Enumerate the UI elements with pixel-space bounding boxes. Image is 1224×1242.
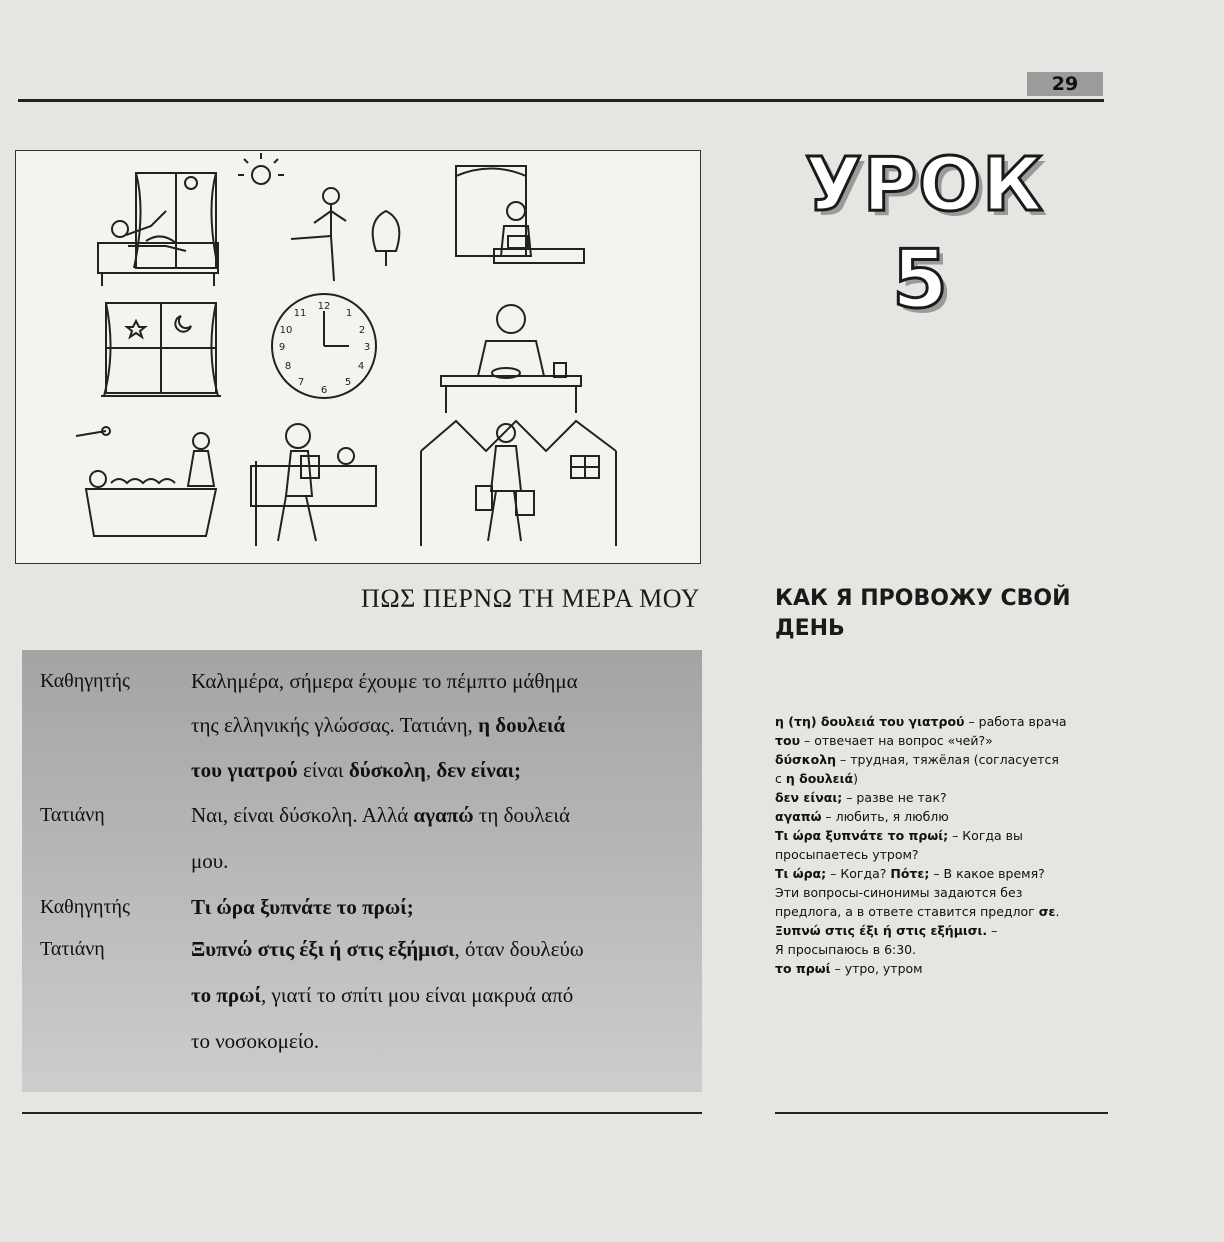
bold-term: Ξυπνώ στις έξι ή στις εξήμισι: [191, 937, 455, 961]
text-segment: – работа врача: [964, 714, 1067, 729]
clock-numeral: 4: [357, 361, 365, 372]
text-segment: Καλημέρα, σήμερα έχουμε το πέμπτο μάθημα: [191, 669, 578, 693]
text-segment: Эти вопросы-синонимы задаются без: [775, 885, 1023, 900]
bold-term: σε: [1038, 904, 1056, 919]
dialog-speaker: Τατιάνη: [40, 938, 105, 960]
bath-scene: [76, 427, 216, 536]
text-segment: с: [775, 771, 786, 786]
text-segment: Я просыпаюсь в 6:30.: [775, 942, 917, 957]
clock-numeral: 3: [363, 342, 371, 353]
clock-numeral: 11: [293, 308, 307, 319]
dialog-line: [191, 895, 414, 920]
text-segment: τη δουλειά: [473, 803, 571, 827]
footer-rule-right: [775, 1112, 1108, 1114]
clock-numeral: 9: [278, 342, 286, 353]
night-window-scene: [101, 303, 221, 396]
header-rule: [18, 99, 1104, 102]
bold-term: Ξυπνώ στις έξι ή στις εξήμισι.: [775, 923, 988, 938]
page-number: 29: [1027, 72, 1103, 96]
text-segment: ): [853, 771, 858, 786]
bold-term: Τι ώρα ξυπνάτε το πρωί;: [775, 828, 949, 843]
glossary-line: [775, 790, 947, 805]
text-segment: просыпаетесь утром?: [775, 847, 919, 862]
text-segment: – разве не так?: [842, 790, 947, 805]
clock-numeral: 7: [297, 377, 305, 388]
dialog-line: [191, 983, 573, 1008]
bold-term: του: [775, 733, 801, 748]
bold-term: του γιατρού: [191, 758, 298, 782]
glossary-line: [775, 771, 858, 786]
glossary-line: [775, 847, 919, 862]
glossary-line: [775, 961, 923, 976]
going-home-scene: [421, 421, 616, 546]
bold-term: Πότε;: [890, 866, 930, 881]
clock-numeral: 8: [284, 361, 292, 372]
dialog-line: [191, 849, 228, 874]
text-segment: Ναι, είναι δύσκολη. Αλλά: [191, 803, 414, 827]
text-segment: , όταν δουλεύω: [454, 937, 584, 961]
bold-term: το πρωί: [191, 983, 262, 1007]
bold-term: αγαπώ: [775, 809, 822, 824]
dialog-line: [191, 669, 578, 694]
text-segment: της ελληνικής γλώσσας. Τατιάνη,: [191, 713, 479, 737]
bold-term: δεν είναι;: [775, 790, 843, 805]
russian-lesson-title: [775, 584, 1110, 644]
dialog-line: [191, 713, 565, 738]
text-segment: – В какое время?: [929, 866, 1045, 881]
footer-rule-left: [22, 1112, 702, 1114]
dialog-speaker: Καθηγητής: [40, 670, 130, 692]
bold-term: δύσκολη: [348, 758, 426, 782]
illustration-panel: [15, 150, 701, 564]
doctor-at-desk-scene: [456, 166, 584, 263]
text-segment: предлога, а в ответе ставится предлог: [775, 904, 1039, 919]
exercise-scene: [238, 153, 399, 281]
text-segment: – Когда вы: [948, 828, 1023, 843]
bold-term: Τι ώρα;: [775, 866, 827, 881]
text-segment: – трудная, тяжёлая (согласуется: [836, 752, 1059, 767]
dialog-speaker: Τατιάνη: [40, 804, 105, 826]
bold-term: το πρωί: [775, 961, 831, 976]
breakfast-scene: [441, 305, 581, 413]
bold-term: Τι ώρα ξυπνάτε το πρωί;: [191, 895, 414, 919]
text-segment: ,: [425, 758, 437, 782]
glossary-line: [775, 923, 997, 938]
text-segment: είναι: [297, 758, 349, 782]
text-segment: –: [987, 923, 998, 938]
bold-term: η (τη) δουλειά του γιατρού: [775, 714, 965, 729]
glossary-line: [775, 866, 1045, 881]
glossary-line: [775, 733, 993, 748]
text-segment: το νοσοκομείο.: [191, 1029, 320, 1053]
clock-numeral: 5: [344, 377, 352, 388]
dialog-line: [191, 1029, 319, 1054]
clock-numeral: 6: [320, 385, 328, 396]
clock-numeral: 1: [345, 308, 353, 319]
text-segment: μου.: [191, 849, 229, 873]
glossary-line: [775, 942, 916, 957]
clock-numeral: 10: [279, 325, 293, 336]
bold-term: δύσκολη: [775, 752, 837, 767]
russian-title-line: ДЕНЬ: [775, 616, 845, 641]
text-segment: – утро, утром: [830, 961, 923, 976]
glossary-line: [775, 885, 1022, 900]
text-segment: , γιατί το σπίτι μου είναι μακρυά από: [261, 983, 574, 1007]
text-segment: .: [1055, 904, 1060, 919]
reading-scene: [251, 424, 376, 546]
dialog-line: [191, 937, 584, 962]
glossary-line: [775, 714, 1067, 729]
glossary-line: [775, 809, 949, 824]
bold-term: αγαπώ: [413, 803, 474, 827]
dialog-speaker: Καθηγητής: [40, 896, 130, 918]
bold-term: δεν είναι;: [436, 758, 521, 782]
russian-title-line: КАК Я ПРОВОЖУ СВОЙ: [775, 586, 1071, 611]
lesson-heading-word: УРОК: [805, 142, 1044, 228]
text-segment: – любить, я люблю: [821, 809, 949, 824]
bold-term: η δουλειά: [478, 713, 566, 737]
text-segment: – Когда?: [826, 866, 891, 881]
clock-numeral: 12: [317, 301, 331, 312]
dialog-box: [22, 650, 702, 1092]
clock-numeral: 2: [358, 325, 366, 336]
glossary-line: [775, 752, 1059, 767]
text-segment: – отвечает на вопрос «чей?»: [800, 733, 993, 748]
dialog-line: [191, 758, 521, 783]
waking-up-scene: [98, 173, 218, 286]
daily-routine-illustration: [16, 151, 700, 563]
bold-term: η δουλειά: [785, 771, 854, 786]
dialog-line: [191, 803, 570, 828]
glossary-line: [775, 904, 1059, 919]
lesson-heading-number: 5: [892, 233, 948, 326]
greek-lesson-title: ΠΩΣ ΠΕΡΝΩ ΤΗ ΜΕΡΑ ΜΟΥ: [361, 584, 700, 613]
glossary-line: [775, 828, 1023, 843]
